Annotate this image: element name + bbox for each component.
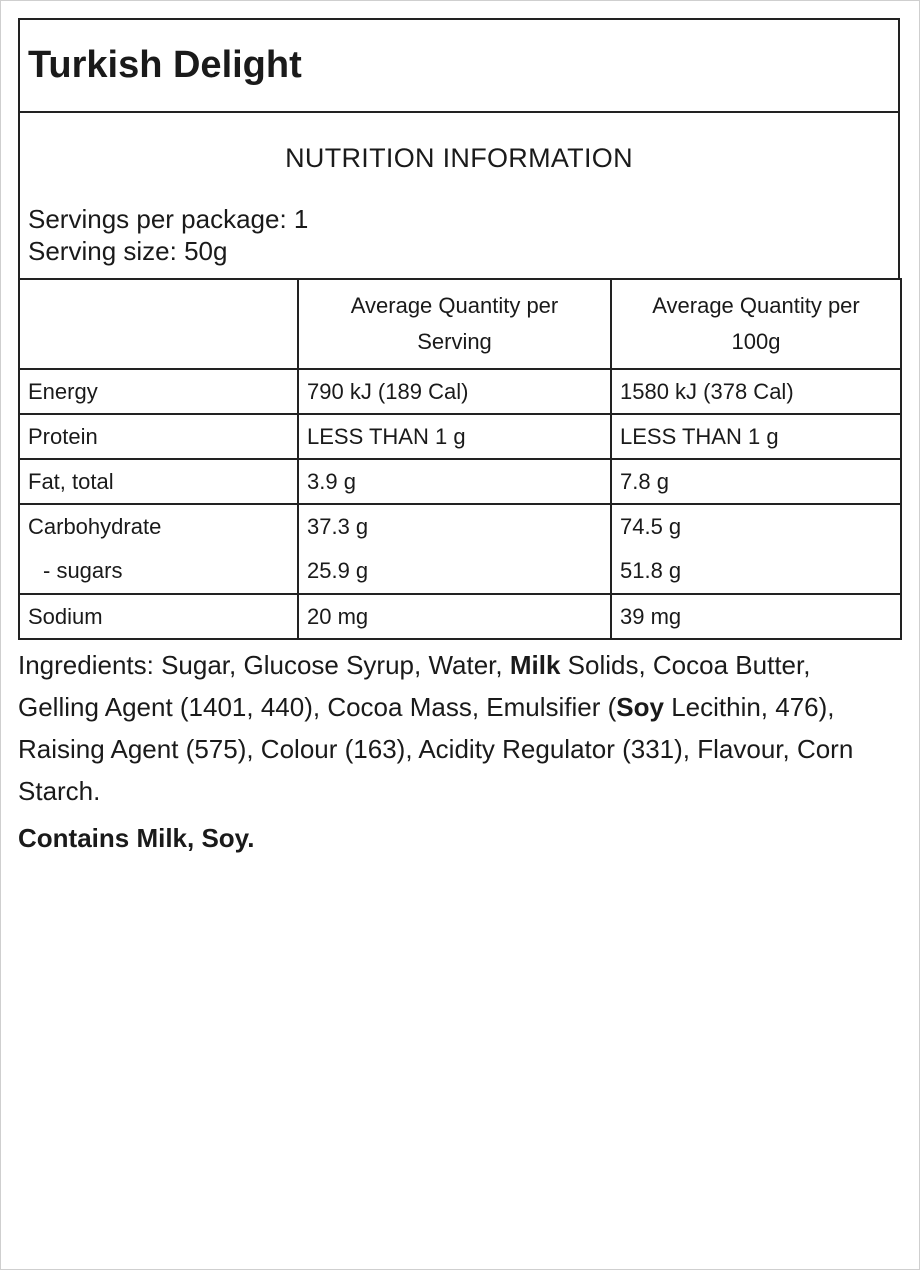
product-title: Turkish Delight (28, 44, 302, 86)
protein-per-serving: LESS THAN 1 g (298, 414, 611, 459)
allergen-milk: Milk (509, 650, 561, 680)
column-header-blank (19, 279, 298, 369)
serving-size: Serving size: 50g (28, 236, 228, 266)
column-header-per-serving: Average Quantity per Serving (298, 279, 611, 369)
table-row (19, 459, 901, 504)
row-label-sodium: Sodium (19, 594, 298, 639)
column-header-per-100g: Average Quantity per 100g (611, 279, 901, 369)
sodium-per-serving: 20 mg (298, 594, 611, 639)
servings-info (28, 203, 308, 267)
table-row (19, 594, 901, 639)
sodium-per-100g: 39 mg (611, 594, 901, 639)
carbohydrate-per-serving-cell (298, 504, 611, 594)
row-label-fat: Fat, total (19, 459, 298, 504)
carbohydrate-per-100g: 74.5 g (620, 514, 682, 539)
ingredients-text (18, 644, 898, 812)
table-row (19, 504, 901, 594)
energy-per-serving: 790 kJ (189 Cal) (298, 369, 611, 414)
fat-per-100g: 7.8 g (611, 459, 901, 504)
row-label-protein: Protein (19, 414, 298, 459)
nutrition-info-box (18, 111, 900, 278)
nutrition-heading: NUTRITION INFORMATION (285, 143, 633, 173)
carbohydrate-per-serving: 37.3 g (307, 514, 369, 539)
allergen-soy: Soy (616, 692, 664, 722)
ingredients-part-1: Ingredients: Sugar, Glucose Syrup, Water, (18, 650, 510, 680)
nutrition-panel (18, 18, 900, 640)
energy-per-100g: 1580 kJ (378 Cal) (611, 369, 901, 414)
table-header-row (19, 279, 901, 369)
allergen-statement: Contains Milk, Soy. (18, 823, 255, 853)
servings-per-package: Servings per package: 1 (28, 204, 309, 234)
ingredients-part-2: Solids, Cocoa Butter, Gelling Agent (1401, 440), Cocoa Mass, Emulsifier ( (18, 650, 811, 722)
ingredients-part-3: Lecithin, 476), Raising Agent (575), Colour (163), Acidity Regulator (331), Flavour, Corn Starch. (18, 692, 854, 806)
table-row (19, 369, 901, 414)
title-box (18, 18, 900, 111)
table-row (19, 414, 901, 459)
row-label-energy: Energy (19, 369, 298, 414)
carbohydrate-cell (19, 504, 298, 594)
row-label-carbohydrate: Carbohydrate (28, 514, 162, 539)
nutrition-table (18, 278, 902, 640)
sugars-per-serving: 25.9 g (307, 558, 369, 583)
carbohydrate-per-100g-cell (611, 504, 901, 594)
row-label-sugars: - sugars (43, 558, 123, 583)
protein-per-100g: LESS THAN 1 g (611, 414, 901, 459)
fat-per-serving: 3.9 g (298, 459, 611, 504)
sugars-per-100g: 51.8 g (620, 558, 682, 583)
